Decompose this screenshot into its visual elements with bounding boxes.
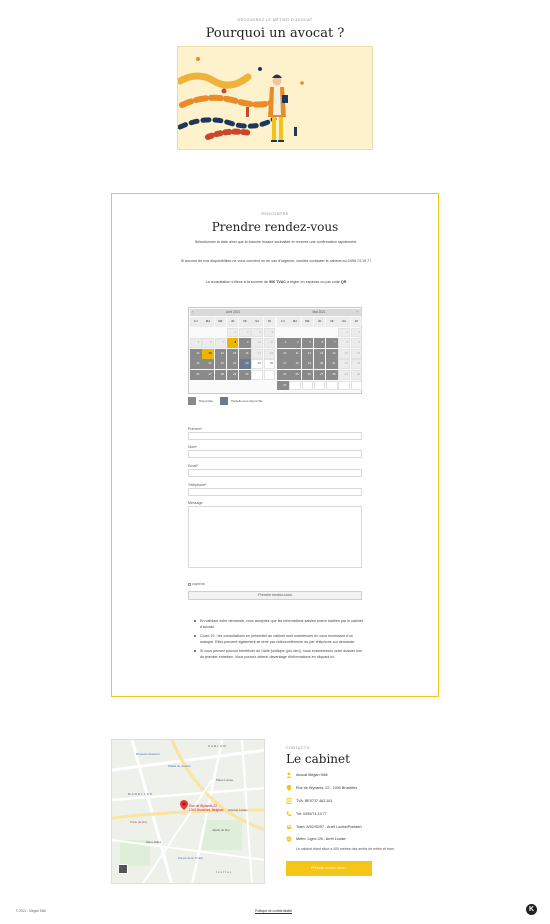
calendar-next-icon[interactable]: › — [356, 309, 358, 314]
map-pin-title: Rue de Wynants 22 — [189, 804, 217, 808]
cabinet-metro: Métro: Ligne 2/6 - Arrêt Louise — [296, 837, 346, 841]
calendar-day — [351, 381, 363, 391]
calendar-day[interactable]: 5 — [302, 338, 314, 348]
calendar-weekday: DI — [264, 317, 276, 327]
calendar-weekday: DI — [351, 317, 363, 327]
calendar-day[interactable]: 14 — [215, 349, 227, 359]
fee-qr: QR — [340, 280, 347, 284]
location-icon — [286, 785, 292, 791]
cabinet-appointment-button[interactable] — [286, 861, 372, 876]
calendar-day — [202, 328, 214, 338]
calendar-day[interactable]: 16 — [239, 349, 251, 359]
svg-text:M: M — [287, 837, 291, 842]
calendar-day: 2 — [351, 328, 363, 338]
calendar-day: 24 — [251, 359, 263, 369]
arrow-right-icon: › — [345, 866, 347, 870]
calendar-day[interactable]: 6 — [314, 338, 326, 348]
cabinet-access-info: Le cabinet étant situé à 400 mètres des arrêts de métro et tram — [296, 847, 394, 851]
location-map[interactable] — [111, 739, 265, 884]
calendar-weekday: LU — [190, 317, 202, 327]
cabinet-phone[interactable]: Tél: 0495/74.19.77 — [296, 812, 327, 816]
cabinet-button-label: Prendre rendez-vous — [311, 866, 345, 870]
calendar-day[interactable]: 26 — [302, 370, 314, 380]
calendar-day[interactable]: 3 — [277, 338, 289, 348]
appointment-fee — [172, 279, 380, 285]
appointment-notes — [194, 618, 366, 662]
note-item[interactable]: Si vous pensez pouvoir bénéficier de l'aide juridique (pro deo), nous examinerons votre dossier lors du premier entretien. Vous pouvez obtenir davantage d'informations en cliquant ici. — [194, 648, 366, 661]
calendar-day: 17 — [251, 349, 263, 359]
calendar-day — [314, 381, 326, 391]
calendar-weekday: SA — [251, 317, 263, 327]
calendar-day: 25 — [264, 359, 276, 369]
calendar-day: 8 — [338, 338, 350, 348]
calendar-weekday: JE — [227, 317, 239, 327]
calendar-day — [314, 328, 326, 338]
calendar-day[interactable]: 27 — [314, 370, 326, 380]
calendar-day[interactable]: 27 — [202, 370, 214, 380]
hero-title: Pourquoi un avocat ? — [205, 26, 345, 41]
legend-available-swatch — [188, 397, 196, 405]
calendar-grid-april — [190, 317, 275, 380]
calendar-day[interactable]: 26 — [190, 370, 202, 380]
calendar-weekday: ME — [302, 317, 314, 327]
calendar-day[interactable]: 13 — [202, 349, 214, 359]
calendar-day[interactable]: 31 — [277, 381, 289, 391]
phone-label: Téléphone* — [188, 483, 207, 487]
calendar-day[interactable]: 30 — [239, 370, 251, 380]
calendar-day: 5 — [190, 338, 202, 348]
calendar-day[interactable]: 12 — [190, 349, 202, 359]
map-label: Porte de Hal — [130, 820, 147, 824]
cabinet-vat: TVA: BE0737.462.161 — [296, 799, 333, 803]
appointment-title: Prendre rendez-vous — [211, 220, 339, 234]
calendar-weekday: ME — [215, 317, 227, 327]
phone-field[interactable] — [188, 488, 362, 496]
fee-amount: 90€ TVAC — [269, 280, 286, 284]
calendar-weekday: MA — [202, 317, 214, 327]
legend-available — [188, 397, 213, 405]
cabinet-row-name — [286, 772, 328, 778]
lastname-label: Nom* — [188, 445, 197, 449]
privacy-policy-link[interactable]: Politique de confidentialité — [255, 909, 293, 913]
document-icon — [286, 798, 292, 804]
map-label: Avenue Louise — [228, 808, 248, 812]
calendar-day: 10 — [251, 338, 263, 348]
legend-partial — [220, 397, 263, 405]
calendar-day: 22 — [338, 359, 350, 369]
calendar-day — [289, 381, 301, 391]
calendar-weekday: VE — [326, 317, 338, 327]
calendar-day — [326, 381, 338, 391]
cabinet-row-vat — [286, 798, 332, 804]
map-pin-label — [189, 804, 223, 812]
captcha-alt-text: captcha — [192, 582, 205, 586]
calendar-day: 16 — [351, 349, 363, 359]
calendar-day[interactable]: 23 — [239, 359, 251, 369]
message-label: Message — [188, 501, 203, 505]
map-label: Saint-Gilles — [146, 840, 162, 844]
phone-icon — [286, 811, 292, 817]
firstname-label: Prénom* — [188, 427, 202, 431]
calendar-day — [338, 381, 350, 391]
calendar-day[interactable]: 19 — [190, 359, 202, 369]
calendar-day[interactable]: 22 — [227, 359, 239, 369]
calendar-day[interactable]: 15 — [227, 349, 239, 359]
legend-partial-swatch — [220, 397, 228, 405]
email-label: Email* — [188, 464, 199, 468]
calendar-day[interactable]: 14 — [326, 349, 338, 359]
map-pin-address: 1000 Bruxelles, Belgium — [189, 808, 224, 812]
metro-icon — [286, 836, 292, 842]
calendar-day[interactable]: 21 — [326, 359, 338, 369]
calendar-day[interactable]: 21 — [215, 359, 227, 369]
calendar-day[interactable]: 4 — [289, 338, 301, 348]
cabinet-address: Rue de Wynants, 22 - 1000 Bruxelles — [296, 786, 358, 790]
cabinet-row-tram — [286, 824, 362, 830]
appointment-intro-1: Sélectionnez la date ainsi que la tranche horaire souhaitée et recevez une confirmation rapidement. — [194, 240, 358, 244]
calendar-day: 1 — [227, 328, 239, 338]
message-field[interactable] — [188, 506, 362, 568]
calendar-weekday: MA — [289, 317, 301, 327]
submit-appointment-button[interactable]: Prendre rendez-vous — [188, 591, 362, 600]
calendar-day: 1 — [338, 328, 350, 338]
calendar-day[interactable]: 11 — [289, 349, 301, 359]
legend-available-label: Disponible — [199, 399, 214, 403]
calendar-day: 30 — [351, 370, 363, 380]
map-streets — [112, 740, 265, 884]
calendar-day: 9 — [351, 338, 363, 348]
calendar-day: 3 — [251, 328, 263, 338]
calendar-day[interactable]: 28 — [326, 370, 338, 380]
calendar-day[interactable]: 9 — [239, 338, 251, 348]
map-label: Ixelles — [216, 870, 233, 874]
hero-illustration — [177, 46, 373, 150]
calendar-day — [326, 328, 338, 338]
calendar-day — [302, 328, 314, 338]
calendar-day: 11 — [264, 338, 276, 348]
calendar-day — [302, 381, 314, 391]
firstname-field[interactable] — [188, 432, 362, 440]
calendar-day[interactable]: 28 — [215, 370, 227, 380]
appointment-kicker: RENCONTRE — [261, 212, 289, 216]
legend-partial-label: Partiellement disponible — [231, 399, 263, 403]
calendar-day[interactable]: 19 — [302, 359, 314, 369]
calendar-weekday: SA — [338, 317, 350, 327]
calendar-day — [251, 370, 263, 380]
calendar-weekday: LU — [277, 317, 289, 327]
calendar-day[interactable]: 24 — [277, 370, 289, 380]
calendar-weekday: VE — [239, 317, 251, 327]
calendar-day[interactable]: 20 — [314, 359, 326, 369]
calendar-day: 29 — [338, 370, 350, 380]
calendar-day[interactable]: 18 — [289, 359, 301, 369]
calendar-prev-icon[interactable]: ‹ — [192, 309, 194, 314]
cabinet-tram: Tram: 8/92/93/97 - Arrêt Louise/Poelaert — [296, 825, 362, 829]
calendar-day — [190, 328, 202, 338]
footer-copyright: © 2021 - Megan Sibli — [16, 909, 46, 913]
cabinet-name: Avocat Megan Sibli — [296, 773, 328, 777]
calendar-day — [215, 328, 227, 338]
tram-icon — [286, 824, 292, 830]
appointment-intro-2: Si aucune de nos disponibilités ne vous convient ou en cas d'urgence, veuillez contacter le cabinet au 0495.74.19.77 — [180, 259, 372, 263]
calendar-day: 7 — [215, 338, 227, 348]
cabinet-title: Le cabinet — [286, 752, 350, 766]
hero-kicker: DÉCOUVREZ LE MÉTIER D'AVOCAT — [237, 18, 313, 22]
note-item: Covid 19 : les consultations en présentiel au cabinet sont maintenues en vous munissant d'un masque. Elles peuvent également se tenir par vidéoconférence ou par téléphone sur demande. — [194, 633, 366, 646]
calendar-day: 18 — [264, 349, 276, 359]
map-label: Place Louise — [216, 778, 234, 782]
captcha-image — [188, 582, 205, 586]
calendar-day: 2 — [239, 328, 251, 338]
map-label: Palais de Justice — [168, 764, 191, 768]
calendar-day: 6 — [202, 338, 214, 348]
map-pin-icon[interactable] — [180, 800, 188, 810]
calendar-day[interactable]: 10 — [277, 349, 289, 359]
calendar-day[interactable]: 17 — [277, 359, 289, 369]
cabinet-row-address — [286, 785, 357, 791]
calendar-day[interactable]: 8 — [227, 338, 239, 348]
calendar-day — [289, 328, 301, 338]
brand-logo[interactable]: K — [526, 904, 537, 915]
booking-calendar — [188, 307, 362, 394]
calendar-day[interactable]: 12 — [302, 349, 314, 359]
calendar-day: 15 — [338, 349, 350, 359]
fee-text: La consultation s'élève à la somme de — [205, 280, 268, 284]
broken-image-icon — [188, 583, 191, 586]
cabinet-kicker: CONTACTS — [286, 746, 310, 750]
email-field[interactable] — [188, 469, 362, 477]
cabinet-row-metro — [286, 836, 346, 842]
cabinet-row-phone[interactable] — [286, 811, 327, 817]
map-label: MAROLLES — [128, 792, 153, 796]
map-layer-toggle[interactable] — [118, 864, 128, 874]
map-label: Jardin du Roi — [212, 828, 230, 832]
person-icon — [286, 772, 292, 778]
calendar-grid-may — [277, 317, 362, 390]
map-label: SABLON — [208, 744, 227, 748]
calendar-day: 23 — [351, 359, 363, 369]
calendar-weekday: JE — [314, 317, 326, 327]
note-item: En validant votre demande, vous acceptez que les informations saisies soient traitées par le cabinet d'avocat. — [194, 618, 366, 631]
calendar-day[interactable]: 25 — [289, 370, 301, 380]
map-label: Brussels Museum — [136, 752, 160, 756]
calendar-day — [264, 370, 276, 380]
calendar-day[interactable]: 20 — [202, 359, 214, 369]
map-label: Parvis de la Trinité — [178, 856, 203, 860]
lastname-field[interactable] — [188, 450, 362, 458]
calendar-day[interactable]: 7 — [326, 338, 338, 348]
calendar-month-may: Mai 2021 — [276, 309, 362, 316]
calendar-day: 4 — [264, 328, 276, 338]
calendar-day[interactable]: 13 — [314, 349, 326, 359]
appointment-section — [111, 193, 439, 697]
fee-payment: à régler en espèces ou par code — [286, 280, 340, 284]
calendar-month-april: Avril 2021 — [190, 309, 276, 316]
lawyer-illustration-image — [178, 47, 373, 150]
calendar-day[interactable]: 29 — [227, 370, 239, 380]
calendar-day — [277, 328, 289, 338]
